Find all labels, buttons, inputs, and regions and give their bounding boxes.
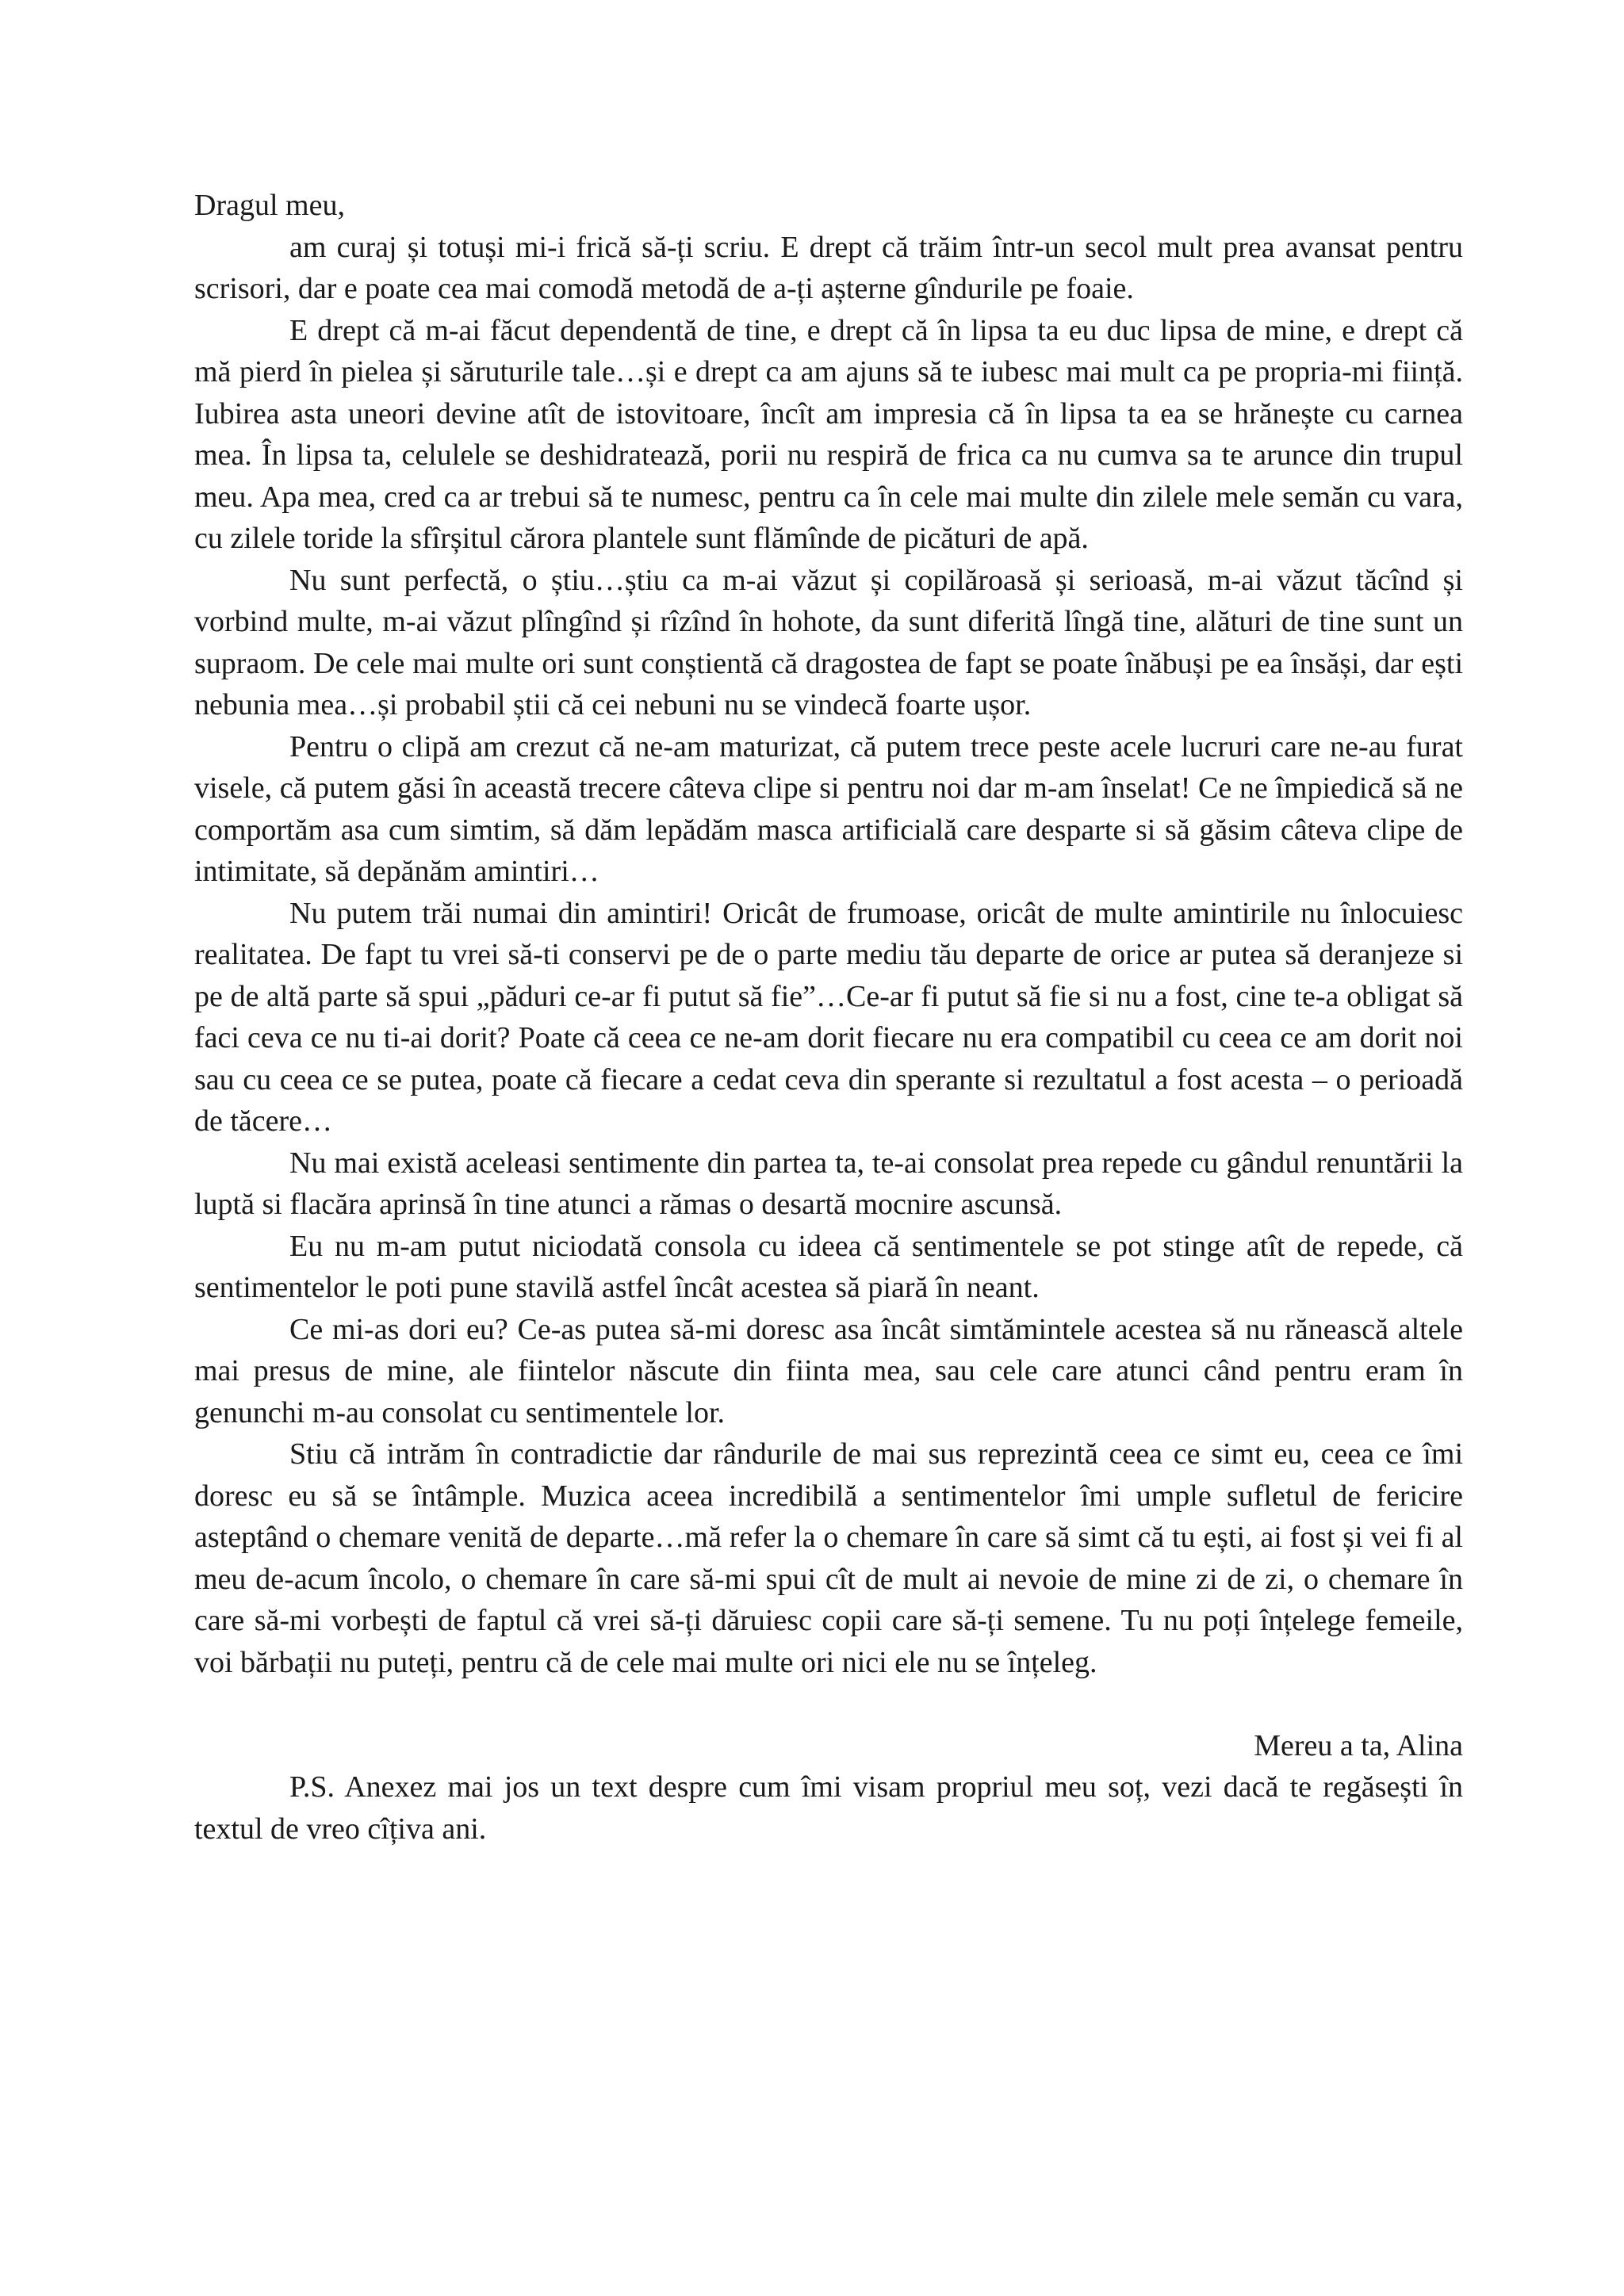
paragraph: Nu putem trăi numai din amintiri! Oricât de frumoase, oricât de multe amintirile nu înlocuiesc realitatea. De fapt tu vrei să-ti conservi pe de o parte mediu tău departe de orice ar putea să deranjeze si pe de altă parte să spui „păduri ce-ar fi putut să fie”…Ce-ar fi putut să fie si nu a fost, cine te-a obligat să faci ceva ce nu ti-ai dorit? Poate că ceea ce ne-am dorit fiecare nu era compatibil cu ceea ce am dorit noi sau cu ceea ce se putea, poate că fiecare a cedat ceva din sperante si rezultatul a fost acesta – o perioadă de tăcere… xyxy=(194,896,1463,1138)
paragraph: Nu sunt perfectă, o știu…știu ca m-ai văzut și copilăroasă și serioasă, m-ai văzut tăcînd și vorbind multe, m-ai văzut plîngînd și rîzînd în hohote, da sunt diferită lîngă tine, alături de tine sunt un supraom. De cele mai multe ori sunt conștientă că dragostea de fapt se poate înăbuși pe ea însăși, dar ești nebunia mea…și probabil știi că cei nebuni nu se vindecă foarte ușor. xyxy=(194,563,1463,721)
paragraph: Pentru o clipă am crezut că ne-am maturizat, că putem trece peste acele lucruri care ne-au furat visele, că putem găsi în această trecere câteva clipe si pentru noi dar m-am înselat! Ce ne împiedică să ne comportăm asa cum simtim, să dăm lepădăm masca artificială care desparte si să găsim câteva clipe de intimitate, să depănăm amintiri… xyxy=(194,729,1463,888)
signature: Mereu a ta, Alina xyxy=(1254,1728,1463,1762)
paragraph: Eu nu m-am putut niciodată consola cu ideea că sentimentele se pot stinge atît de repede, că sentimentelor le poti pune stavilă astfel încât acestea să piară în neant. xyxy=(194,1229,1463,1304)
letter-body xyxy=(194,185,1463,1850)
paragraph: Nu mai există aceleasi sentimente din partea ta, te-ai consolat prea repede cu gândul renuntării la luptă si flacăra aprinsă în tine atunci a rămas o desartă mocnire ascunsă. xyxy=(194,1146,1463,1221)
salutation: Dragul meu, xyxy=(194,189,345,222)
paragraph: E drept că m-ai făcut dependentă de tine, e drept că în lipsa ta eu duc lipsa de mine, e drept că mă pierd în pielea și săruturile tale…și e drept ca am ajuns să te iubesc mai mult ca pe propria-mi ființă. Iubirea asta uneori devine atît de istovitoare, încît am impresia că în lipsa ta ea se hrănește cu carnea mea. În lipsa ta, celulele se deshidratează, porii nu respiră de frica ca nu cumva sa te arunce din trupul meu. Apa mea, cred ca ar trebui să te numesc, pentru ca în cele mai multe din zilele mele semăn cu vara, cu zilele toride la sfîrșitul cărora plantele sunt flămînde de picături de apă. xyxy=(194,313,1463,555)
blank-line xyxy=(194,1683,1463,1725)
paragraph: Ce mi-as dori eu? Ce-as putea să-mi doresc asa încât simtămintele acestea să nu rănească altele mai presus de mine, ale fiintelor născute din fiinta mea, sau cele care atunci când pentru eram în genunchi m-au consolat cu sentimentele lor. xyxy=(194,1312,1463,1429)
postscript: P.S. Anexez mai jos un text despre cum îmi visam propriul meu soț, vezi dacă te regăsești în textul de vreo cîțiva ani. xyxy=(194,1770,1463,1846)
paragraph: am curaj și totuși mi-i frică să-ți scriu. E drept că trăim într-un secol mult prea avansat pentru scrisori, dar e poate cea mai comodă metodă de a-ți așterne gîndurile pe foaie. xyxy=(194,230,1463,305)
paragraph: Stiu că intrăm în contradictie dar rândurile de mai sus reprezintă ceea ce simt eu, ceea ce îmi doresc eu să se întâmple. Muzica aceea incredibilă a sentimentelor îmi umple sufletul de fericire asteptând o chemare venită de departe…mă refer la o chemare în care să simt că tu ești, ai fost și vei fi al meu de-acum încolo, o chemare în care să-mi spui cît de mult ai nevoie de mine zi de zi, o chemare în care să-mi vorbești de faptul că vrei să-ți dăruiesc copii care să-ți semene. Tu nu poți înțelege femeile, voi bărbații nu puteți, pentru că de cele mai multe ori nici ele nu se înțeleg. xyxy=(194,1437,1463,1679)
